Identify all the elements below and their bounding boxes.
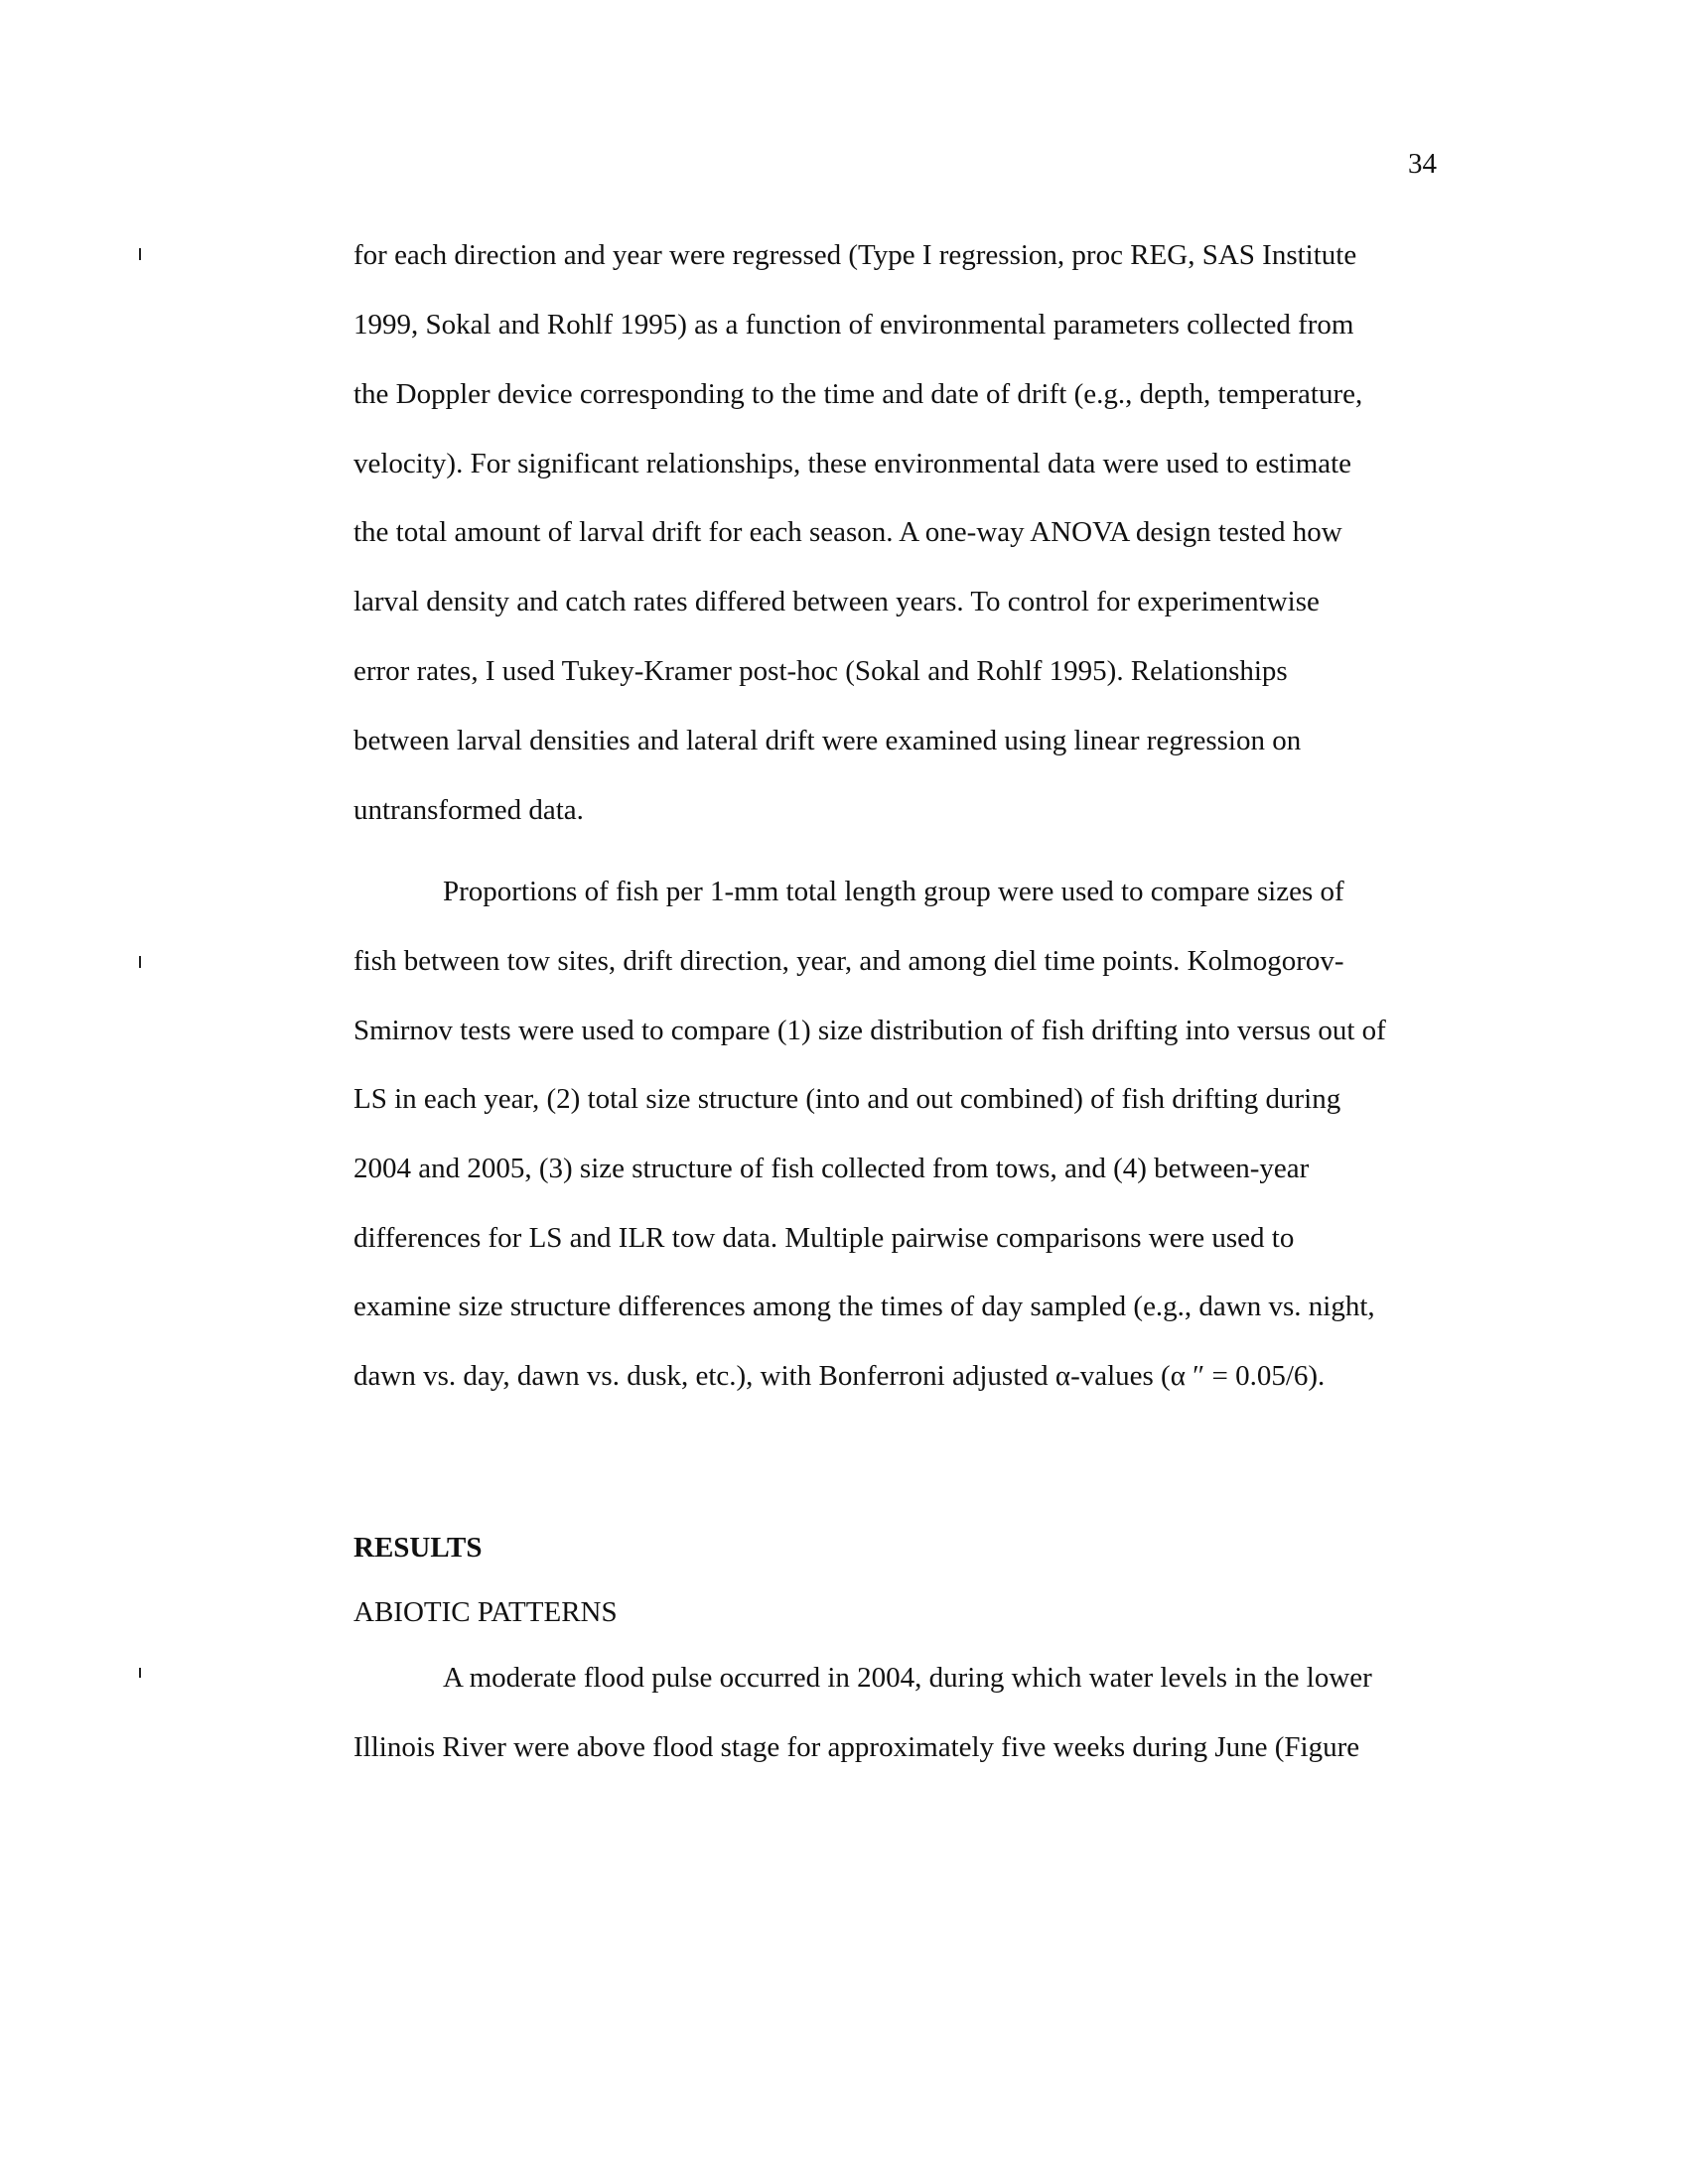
text-line: the Doppler device corresponding to the time and date of drift (e.g., depth, temperature,	[353, 378, 1363, 410]
text-line: 1999, Sokal and Rohlf 1995) as a function of environmental parameters collected from	[353, 309, 1354, 341]
text-line: Smirnov tests were used to compare (1) size distribution of fish drifting into versus out of	[353, 1015, 1386, 1046]
text-line: examine size structure differences among the times of day sampled (e.g., dawn vs. night,	[353, 1291, 1375, 1322]
text-line: untransformed data.	[353, 794, 584, 826]
text-line: 2004 and 2005, (3) size structure of fish collected from tows, and (4) between-year	[353, 1153, 1310, 1184]
text-line: larval density and catch rates differed between years. To control for experimentwise	[353, 586, 1320, 617]
text-line: fish between tow sites, drift direction, year, and among diel time points. Kolmogorov-	[353, 945, 1344, 977]
text-line: velocity). For significant relationships, these environmental data were used to estimate	[353, 448, 1352, 479]
text-line: LS in each year, (2) total size structure (into and out combined) of fish drifting during	[353, 1083, 1341, 1115]
text-line: differences for LS and ILR tow data. Multiple pairwise comparisons were used to	[353, 1222, 1295, 1254]
text-line: dawn vs. day, dawn vs. dusk, etc.), with Bonferroni adjusted α-values (α ″ = 0.05/6).	[353, 1360, 1326, 1392]
text-line: error rates, I used Tukey-Kramer post-hoc (Sokal and Rohlf 1995). Relationships	[353, 655, 1288, 687]
subsection-heading: ABIOTIC PATTERNS	[353, 1596, 618, 1628]
text-line: the total amount of larval drift for each season. A one-way ANOVA design tested how	[353, 516, 1342, 548]
section-heading: RESULTS	[353, 1532, 483, 1564]
text-line: A moderate flood pulse occurred in 2004, during which water levels in the lower	[443, 1662, 1372, 1694]
margin-mark	[139, 248, 141, 260]
text-line: for each direction and year were regressed (Type I regression, proc REG, SAS Institute	[353, 239, 1357, 271]
margin-mark	[139, 1668, 141, 1678]
text-line: between larval densities and lateral drift were examined using linear regression on	[353, 725, 1302, 756]
text-line: Illinois River were above flood stage for approximately five weeks during June (Figure	[353, 1731, 1360, 1763]
margin-mark	[139, 956, 141, 968]
page-number: 34	[1408, 148, 1437, 180]
text-line: Proportions of fish per 1-mm total length group were used to compare sizes of	[443, 876, 1344, 907]
